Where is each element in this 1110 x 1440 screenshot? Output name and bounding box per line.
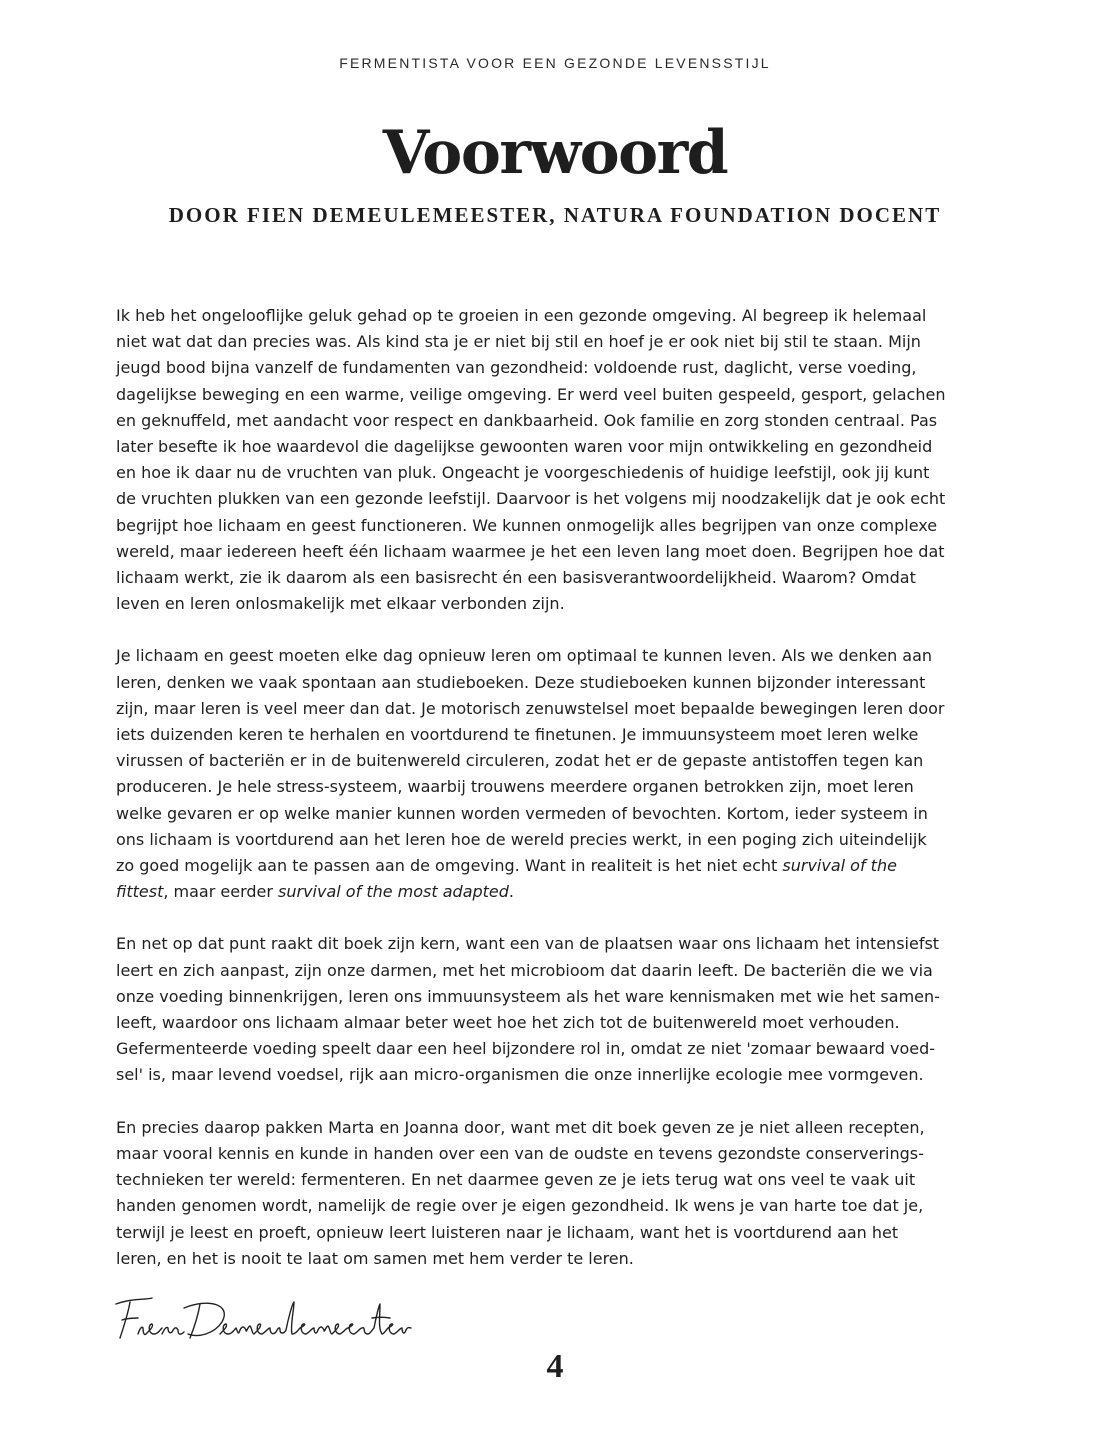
paragraph-2 xyxy=(116,643,946,905)
body-text xyxy=(116,303,946,1298)
handwritten-signature xyxy=(112,1290,412,1350)
paragraph-2-text-mid: , maar eerder xyxy=(163,882,279,902)
running-header: FERMENTISTA VOOR EEN GEZONDE LEVENSSTIJL xyxy=(339,55,771,71)
paragraph-4: En precies daarop pakken Marta en Joanna door, want met dit boek geven ze je niet alleen recepten, maar vooral kennis en kunde in handen over een van de oudste en tevens gezondste conserverings-technieken ter wereld: fermenteren. En net daarmee geven ze je iets terug wat ons veel te vaak uit handen genomen wordt, namelijk de regie over je eigen gezondheid. Ik wens je van harte toe dat je, terwijl je leest en proeft, opnieuw leert luisteren naar je lichaam, want het is voortdurend aan het leren, en het is nooit te laat om samen met hem verder te leren. xyxy=(116,1117,925,1268)
chapter-title: Voorwoord xyxy=(382,118,728,188)
page-number: 4 xyxy=(546,1348,564,1385)
paragraph-2-italic-phrase-2: survival of the most adapted xyxy=(278,882,509,902)
chapter-subtitle: DOOR FIEN DEMEULEMEESTER, NATURA FOUNDATION DOCENT xyxy=(168,203,942,227)
paragraph-2-text: Je lichaam en geest moeten elke dag opnieuw leren om optimaal te kunnen leven. Als we denken aan leren, denken we vaak spontaan aan studieboeken. Deze studieboeken kunnen bijzonder interessant zijn, maar leren is veel meer dan dat. Je motorisch zenuwstelsel moet bepaalde bewegingen leren door iets duizenden keren te herhalen en voortdurend te finetunen. Je immuunsysteem moet leren welke virussen of bacteriën er in de buitenwereld circuleren, zodat het er de gepaste antistoffen tegen kan produceren. Je hele stress-systeem, waarbij trouwens meerdere organen betrokken zijn, moet leren welke gevaren er op welke manier kunnen worden vermeden of bevochten. Kortom, ieder systeem in ons lichaam is voortdurend aan het leren hoe de wereld precies werkt, in een poging zich uiteindelijk zo goed mogelijk aan te passen aan de omgeving. Want in realiteit is het niet echt xyxy=(116,646,945,876)
paragraph-2-text-end: . xyxy=(508,882,515,902)
paragraph-2-italic-phrase: survival of the fittest xyxy=(116,856,897,902)
paragraph-3: En net op dat punt raakt dit boek zijn kern, want een van de plaatsen waar ons lichaam het intensiefst leert en zich aanpast, zijn onze darmen, met het microbioom dat daarin leeft. De bacteriën die we via onze voeding binnenkrijgen, leren ons immuunsysteem als het ware kennismaken met wie het samen-leeft, waardoor ons lichaam almaar beter weet hoe het zich tot de buitenwereld moet verhouden. Gefermenteerde voeding speelt daar een heel bijzondere rol in, omdat ze niet 'zomaar bewaard voed-sel' is, maar levend voedsel, rijk aan micro-organismen die onze innerlijke ecologie mee vormgeven. xyxy=(116,934,940,1085)
paragraph-1: Ik heb het ongelooflijke geluk gehad op te groeien in een gezonde omgeving. Al begreep ik helemaal niet wat dat dan precies was. Als kind sta je er niet bij stil en hoef je er ook niet bij stil te staan. Mijn jeugd bood bijna vanzelf de fundamenten van gezondheid: voldoende rust, daglicht, verse voeding, dagelijkse beweging en een warme, veilige omgeving. Er werd veel buiten gespeeld, gesport, gelachen en geknuffeld, met aandacht voor respect en dankbaarheid. Ook familie en zorg stonden centraal. Pas later besefte ik hoe waardevol die dagelijkse gewoonten waren voor mijn ontwikkeling en gezondheid en hoe ik daar nu de vruchten van pluk. Ongeacht je voorgeschiedenis of huidige leefstijl, ook jij kunt de vruchten plukken van een gezonde leefstijl. Daarvoor is het volgens mij noodzakelijk dat je ook echt begrijpt hoe lichaam en geest functioneren. We kunnen onmogelijk alles begrijpen van onze complexe wereld, maar iedereen heeft één lichaam waarmee je het een leven lang moet doen. Begrijpen hoe dat lichaam werkt, zie ik daarom als een basisrecht én een basisverantwoordelijkheid. Waarom? Omdat leven en leren onlosmakelijk met elkaar verbonden zijn. xyxy=(116,306,946,614)
